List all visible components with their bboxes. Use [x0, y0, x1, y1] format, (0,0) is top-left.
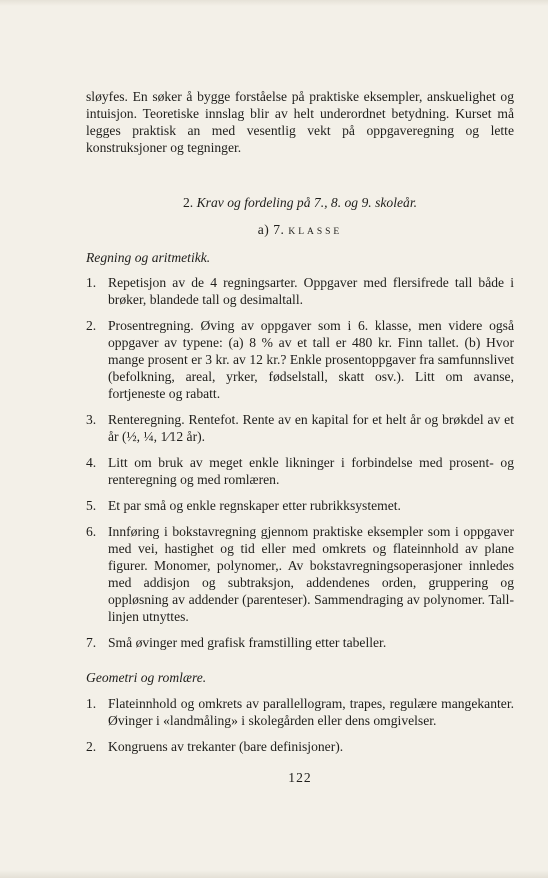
arithmetic-heading: Regning og aritmetikk. [86, 250, 211, 265]
list-item [86, 634, 514, 651]
intro-paragraph: sløyfes. En søker å bygge forståelse på praktiske eksempler, anskuelighet og intuisjon. Teoretiske innslag blir av helt underordnet betydning. Kurset må legges praktisk an med vesentlig vekt på oppgaveregning og lette konstruksjoner og tegninger. [86, 89, 514, 155]
item-number: 2. [86, 318, 97, 333]
page-content [86, 88, 514, 786]
item-text: Flateinnhold og omkrets av parallellogram, trapes, regulære mangekanter. Øvinger i «landmåling» i skolegården eller dens omgivelser. [108, 696, 514, 728]
geometry-heading: Geometri og romlære. [86, 670, 207, 685]
item-text: Renteregning. Rentefot. Rente av en kapital for et helt år og brøkdel av et år (½, ¼, 1⁄12 år). [108, 412, 514, 444]
list-item [86, 411, 514, 445]
item-text: Kongruens av trekanter (bare definisjoner). [108, 739, 344, 754]
item-text: Innføring i bokstavregning gjennom praktiske eksempler som i oppgaver med vei, hastighet og tid eller med omkrets og flateinnhold av plane figurer. Monomer, polynomer,. Av bokstavregningsoperasjoner innledes med addisjon og subtraksjon, addendenes orden, gruppering og oppløsning av addender (parenteser). Sammendraging av polynomer. Tall-linjen utnyttes. [108, 524, 514, 624]
list-item [86, 454, 514, 488]
page-edge-bottom [0, 870, 548, 878]
geometry-list [86, 695, 514, 755]
item-number: 7. [86, 635, 97, 650]
class-heading-label: KLASSE [288, 227, 343, 237]
item-text: Prosentregning. Øving av oppgaver som i 6. klasse, men videre også oppgaver av typene: (a) 8 % av et tall er 480 kr. Finn tallet. (b) Hvor mange prosent er 3 kr. av 12 kr.? Enkle prosentoppgaver fra samfunnslivet (befolkning, areal, yrker, fødselstall, skatt osv.). Litt om avanse, fortjeneste og rabatt. [108, 318, 514, 401]
list-item [86, 317, 514, 402]
list-item [86, 523, 514, 625]
item-number: 6. [86, 524, 97, 539]
section-title: Krav og fordeling på 7., 8. og 9. skoleår. [196, 195, 417, 210]
page-edge-top [0, 0, 548, 6]
section-number: 2. [183, 195, 194, 210]
page-number: 122 [288, 770, 312, 785]
item-number: 3. [86, 412, 97, 427]
arithmetic-list [86, 274, 514, 651]
list-item [86, 274, 514, 308]
item-number: 1. [86, 275, 97, 290]
class-heading-prefix: a) 7. [257, 222, 285, 237]
list-item [86, 738, 514, 755]
list-item [86, 497, 514, 514]
item-number: 4. [86, 455, 97, 470]
item-number: 1. [86, 696, 97, 711]
item-text: Et par små og enkle regnskaper etter rubrikksystemet. [108, 498, 401, 513]
section-heading [86, 194, 514, 211]
item-text: Repetisjon av de 4 regningsarter. Oppgaver med flersifrede tall både i brøker, blandede tall og desimaltall. [108, 275, 514, 307]
item-text: Litt om bruk av meget enkle likninger i forbindelse med prosent- og renteregning og med romlæren. [108, 455, 514, 487]
list-item [86, 695, 514, 729]
item-number: 5. [86, 498, 97, 513]
class-heading [86, 221, 514, 241]
item-text: Små øvinger med grafisk framstilling etter tabeller. [108, 635, 387, 650]
item-number: 2. [86, 739, 97, 754]
